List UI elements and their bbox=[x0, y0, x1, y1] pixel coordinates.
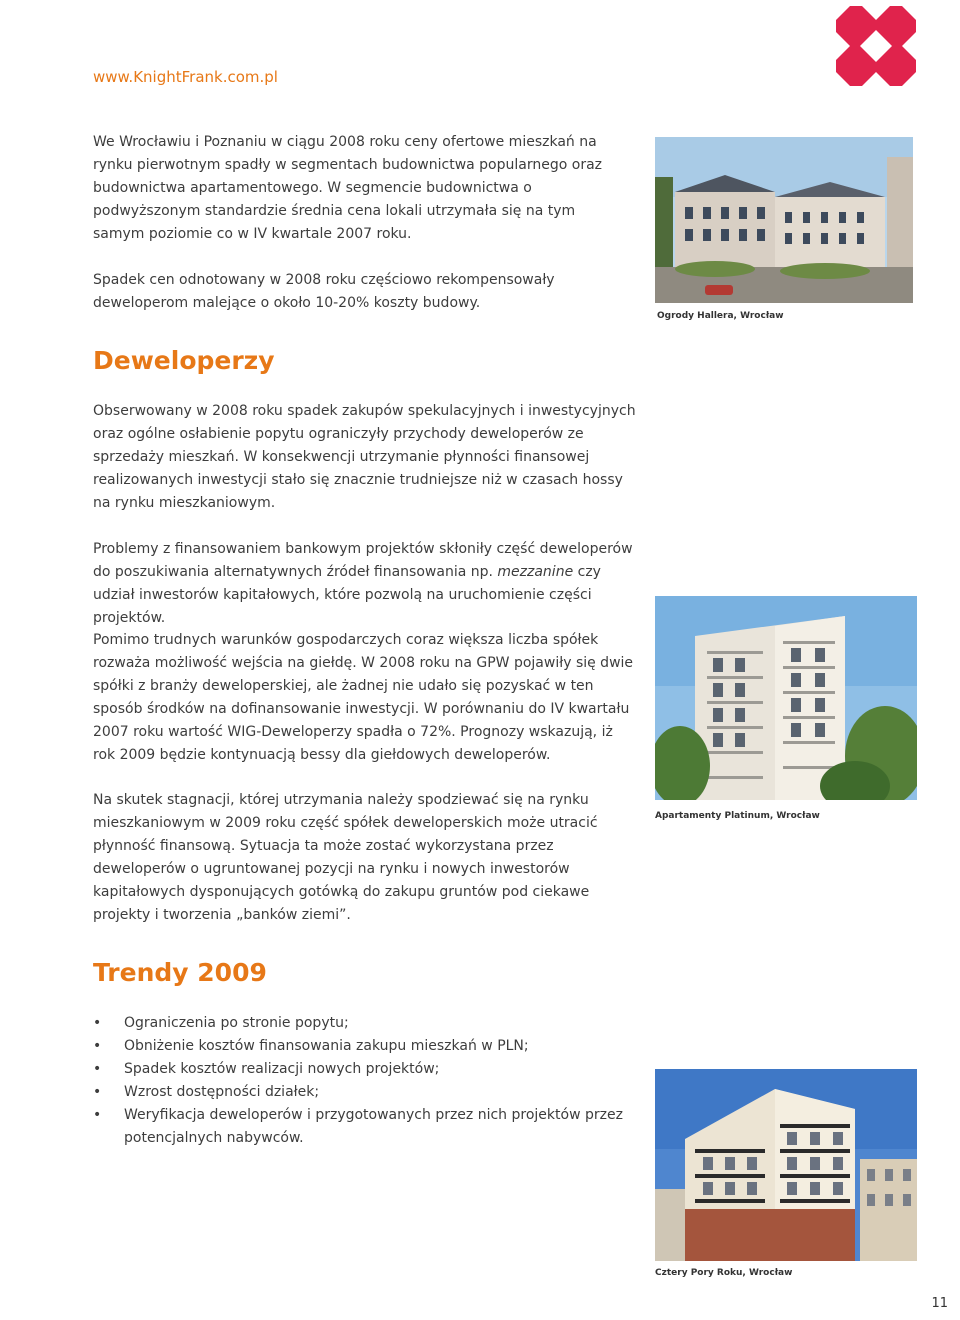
bullet-icon: • bbox=[93, 1038, 102, 1054]
list-item bbox=[93, 1058, 633, 1081]
list-item-text: Obniżenie kosztów finansowania zakupu mieszkań w PLN; bbox=[124, 1038, 529, 1054]
list-item-text: Spadek kosztów realizacji nowych projektów; bbox=[124, 1061, 440, 1077]
bullet-icon: • bbox=[93, 1107, 102, 1123]
list-item bbox=[93, 1012, 633, 1035]
italic-term: mezzanine bbox=[497, 564, 574, 580]
photo-ogrody-hallera bbox=[655, 137, 913, 303]
bullet-icon: • bbox=[93, 1015, 102, 1031]
bullet-icon: • bbox=[93, 1084, 102, 1100]
list-item bbox=[93, 1104, 633, 1150]
paragraph-text: Problemy z finansowaniem bankowym projektów skłoniły część deweloperów do poszukiwania alternatywnych źródeł finansowania np. bbox=[93, 541, 633, 580]
intro-paragraph-2: Spadek cen odnotowany w 2008 roku częściowo rekompensowały deweloperom malejące o około 10-20% koszty budowy. bbox=[93, 272, 555, 311]
knight-frank-logo-icon bbox=[836, 6, 916, 86]
list-item-text: Wzrost dostępności działek; bbox=[124, 1084, 320, 1100]
developers-paragraph-3: Pomimo trudnych warunków gospodarczych coraz większa liczba spółek rozważa możliwość wejścia na giełdę. W 2008 roku na GPW pojawiły się dwie spółki z branży deweloperskiej, ale żadnej nie udało się pozyskać w ten sposób środków na dofinansowanie inwestycji. W porównaniu do IV kwartału 2007 roku wartość WIG-Deweloperzy spadła o 72%. Prognozy wskazują, iż rok 2009 będzie kontynuacją bessy dla giełdowych deweloperów. bbox=[93, 632, 634, 763]
intro-paragraph-1: We Wrocławiu i Poznaniu w ciągu 2008 roku ceny ofertowe mieszkań na rynku pierwotnym spadły w segmentach budownictwa popularnego oraz budownictwa apartamentowego. W segmencie budownictwa o podwyższonym standardzie średnia cena lokali utrzymała się na tym samym poziomie co w IV kwartale 2007 roku. bbox=[93, 134, 602, 242]
photo-apartamenty-platinum bbox=[655, 596, 917, 800]
page-number: 11 bbox=[931, 1296, 948, 1311]
section-heading-developers: Deweloperzy bbox=[93, 346, 275, 375]
bullet-icon: • bbox=[93, 1061, 102, 1077]
trends-list bbox=[93, 1012, 633, 1150]
list-item bbox=[93, 1035, 633, 1058]
list-item-text: Weryfikacja deweloperów i przygotowanych przez nich projektów przez potencjalnych nabywców. bbox=[124, 1107, 623, 1146]
photo-caption: Cztery Pory Roku, Wrocław bbox=[655, 1268, 793, 1278]
list-item bbox=[93, 1081, 633, 1104]
photo-caption: Apartamenty Platinum, Wrocław bbox=[655, 811, 820, 821]
photo-cztery-pory-roku bbox=[655, 1069, 917, 1261]
developers-paragraph-4: Na skutek stagnacji, której utrzymania należy spodziewać się na rynku mieszkaniowym w 2009 roku część spółek deweloperskich może utracić płynność finansową. Sytuacja ta może zostać wykorzystana przez deweloperów o ugruntowanej pozycji na rynku i nowych inwestorów kapitałowych dysponujących gotówką do zakupu gruntów pod ciekawe projekty i tworzenia „banków ziemi”. bbox=[93, 792, 598, 923]
developers-paragraph-2 bbox=[93, 538, 633, 630]
paragraph-text: czy udział inwestorów kapitałowych, które pozwolą na uruchomienie części projektów. bbox=[93, 564, 601, 626]
list-item-text: Ograniczenia po stronie popytu; bbox=[124, 1015, 349, 1031]
photo-caption: Ogrody Hallera, Wrocław bbox=[657, 311, 784, 321]
section-heading-trends: Trendy 2009 bbox=[93, 958, 267, 987]
website-url: www.KnightFrank.com.pl bbox=[93, 68, 278, 86]
developers-paragraph-1: Obserwowany w 2008 roku spadek zakupów spekulacyjnych i inwestycyjnych oraz ogólne osłabienie popytu ograniczyły przychody deweloperów ze sprzedaży mieszkań. W konsekwencji utrzymanie płynności finansowej realizowanych inwestycji stało się znacznie trudniejsze niż w czasach hossy na rynku mieszkaniowym. bbox=[93, 403, 636, 511]
